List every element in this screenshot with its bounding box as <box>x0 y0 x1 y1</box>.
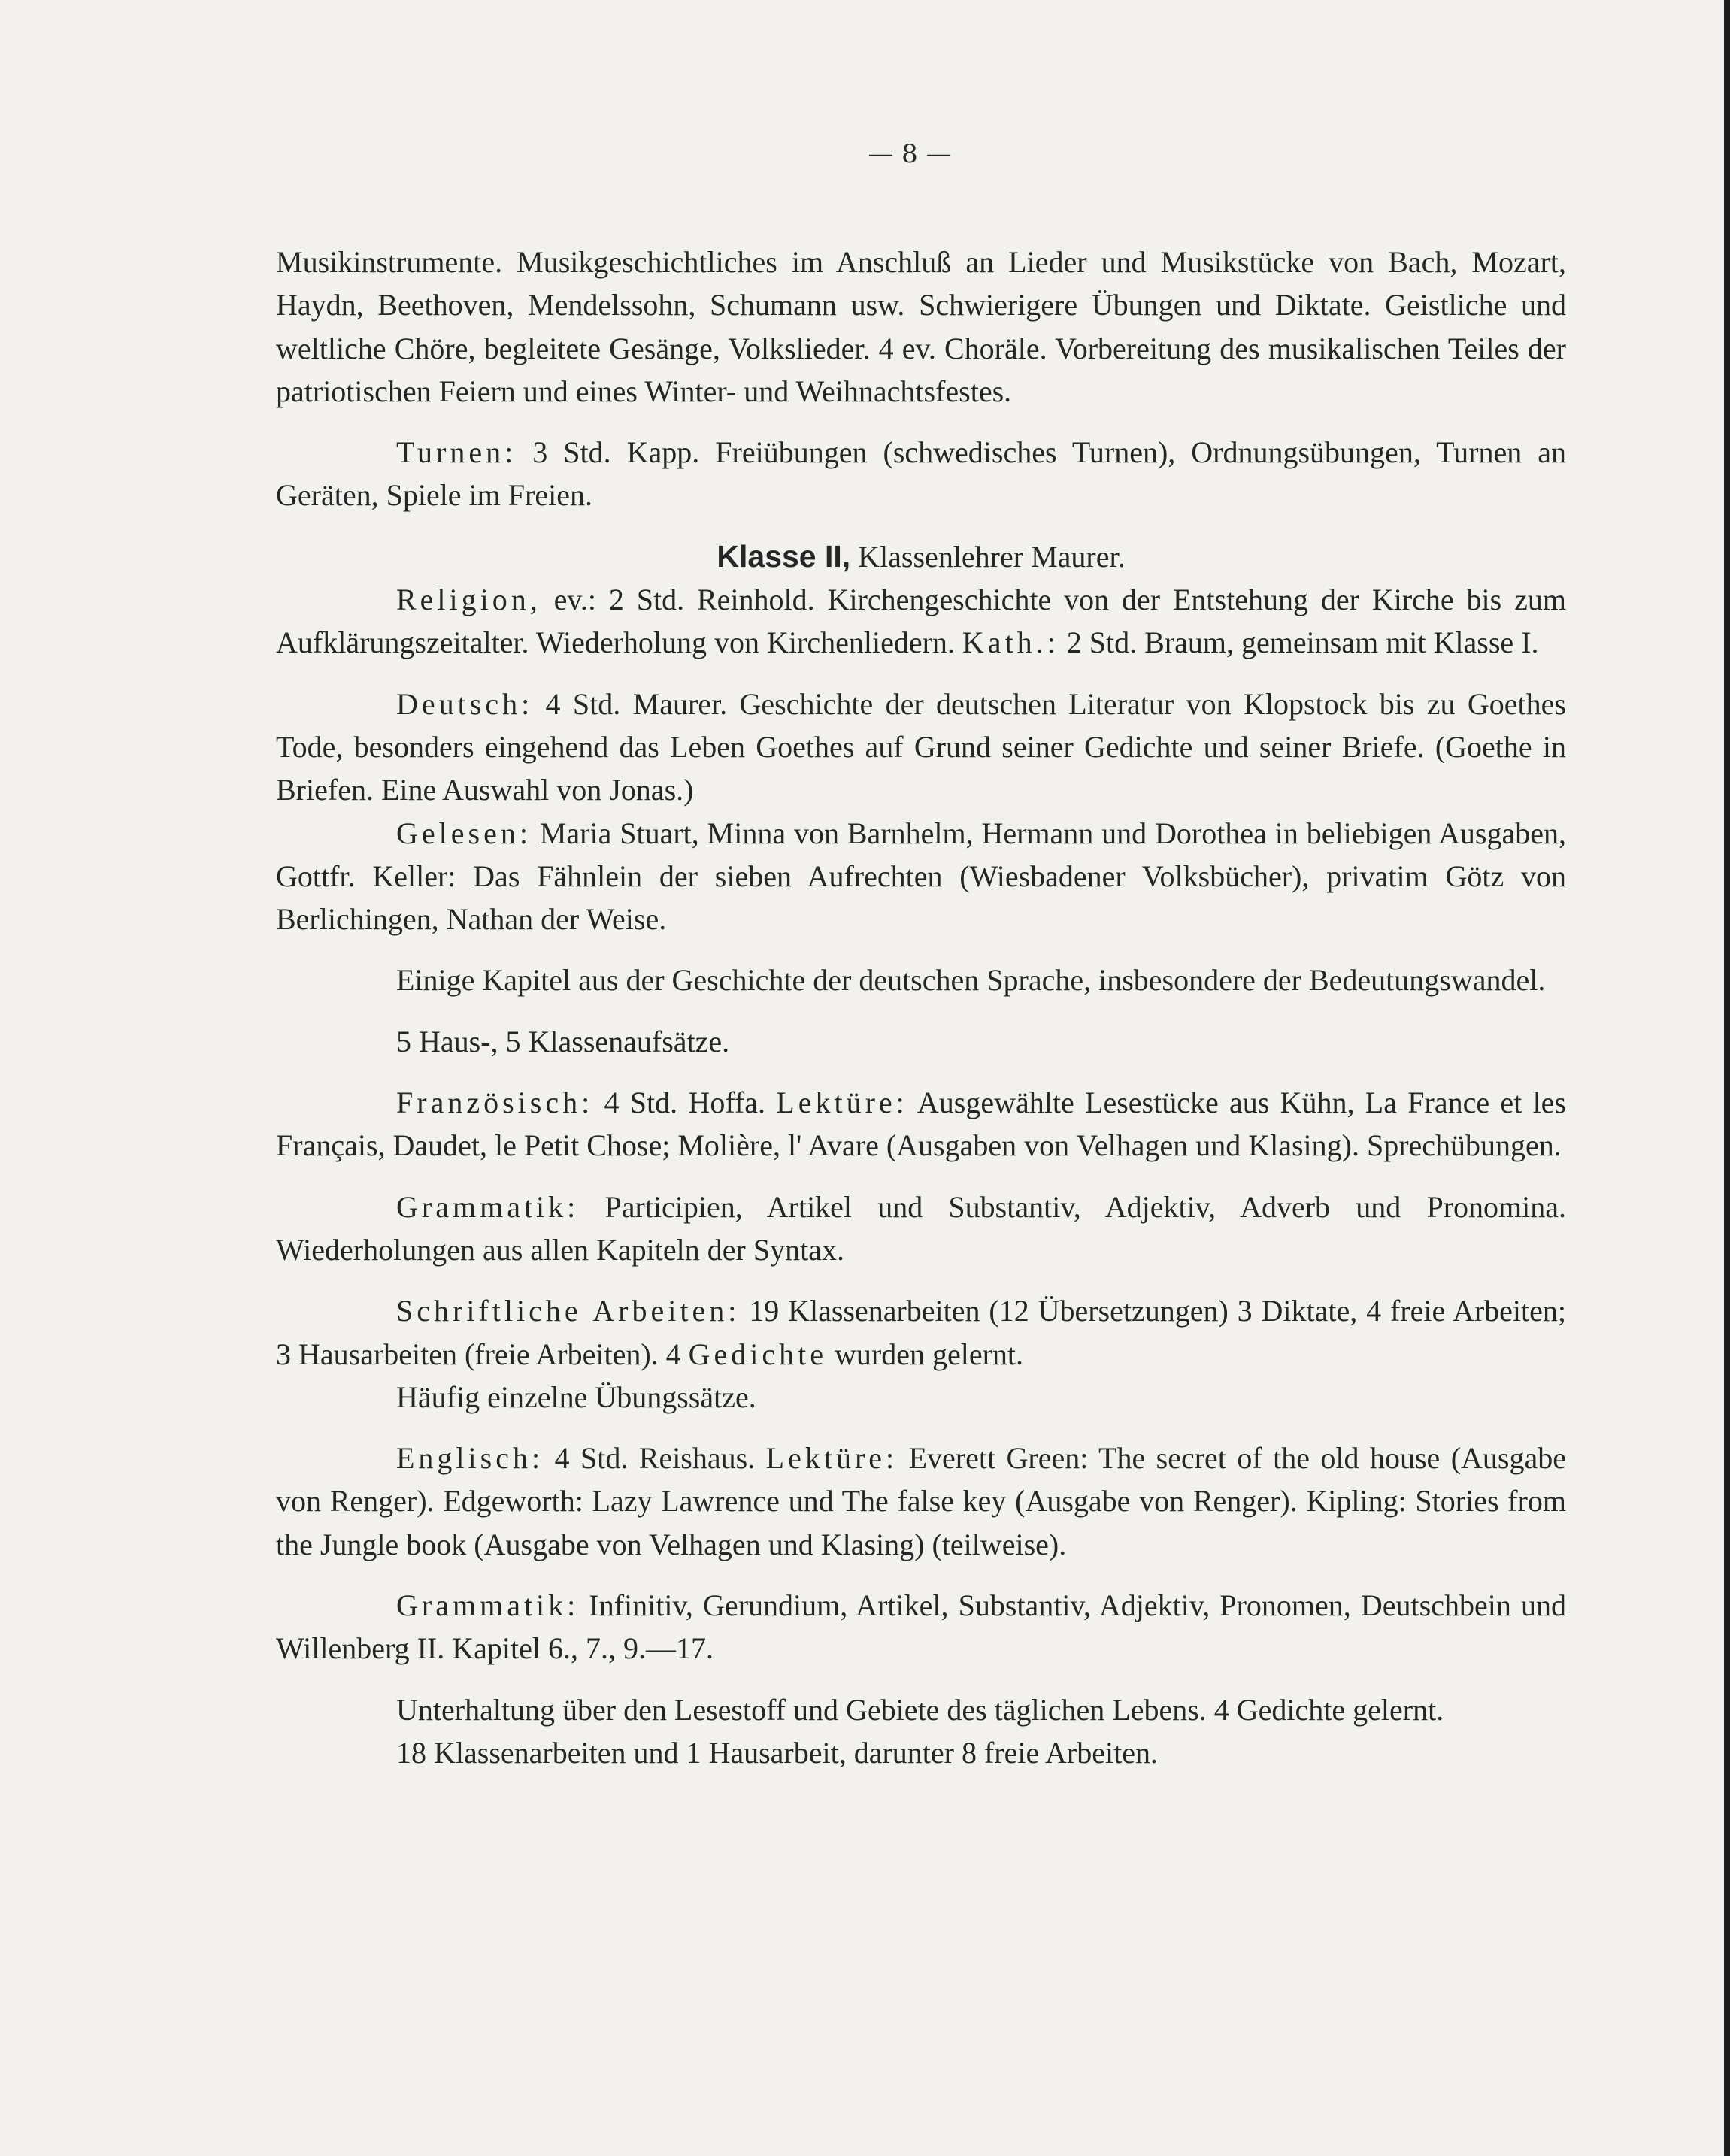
paragraph-lektuere-fr-text: Ausgewählte Lesestücke aus Kühn, La France et les Français, Daudet, le Petit Chose; Molière, l' Avare (Ausgaben von Velhagen und Klasing). Sprechübungen. <box>276 1086 1567 1163</box>
body-text <box>276 241 1566 1774</box>
subject-label-schriftliche-arbeiten: Schriftliche Arbeiten: <box>396 1294 741 1328</box>
paragraph-deutsch-text: 4 Std. Maurer. Geschichte der deutschen Literatur von Klopstock bis zu Goethes Tode, besonders eingehend das Leben Goethes auf Grund seiner Gedichte und seiner Briefe. (Goethe in Briefen. Eine Auswahl von Jonas.) <box>276 686 1566 807</box>
paragraph-franzoesisch-text: 4 Std. Hoffa. <box>593 1086 777 1120</box>
subject-label-religion: Religion, <box>396 583 541 617</box>
paragraph-grammatik-fr <box>276 1185 1566 1272</box>
subject-label-franzoesisch: Französisch: <box>396 1086 594 1120</box>
subject-label-englisch: Englisch: <box>396 1441 544 1476</box>
paragraph-unterhaltung: Unterhaltung über den Lesestoff und Gebiete des täglichen Lebens. 4 Gedichte gelernt. <box>396 1692 1444 1727</box>
paragraph-gelesen <box>276 812 1566 941</box>
paragraph-grammatik-en-text: Infinitiv, Gerundium, Artikel, Substantiv, Adjektiv, Pronomen, Deutschbein und Willenberg II. Kapitel 6., 7., 9.—17. <box>276 1588 1566 1666</box>
label-gedichte: Gedichte <box>688 1337 828 1371</box>
paragraph-aufsaetze: 5 Haus-, 5 Klassenaufsätze. <box>396 1024 730 1058</box>
paragraph-religion <box>276 578 1566 665</box>
paragraph-lektuere-en-text: Everett Green: The secret of the old house (Ausgabe von Renger). Edgeworth: Lazy Lawrence und The false key (Ausgabe von Renger). Kipling: Stories from the Jungle book (Ausgabe von Velhagen und Klasing) (teilweise). <box>276 1441 1567 1561</box>
paragraph-grammatik-fr-text: Participien, Artikel und Substantiv, Adjektiv, Adverb und Pronomina. Wiederholungen aus allen Kapiteln der Syntax. <box>276 1189 1566 1267</box>
class-heading <box>276 535 1566 578</box>
paragraph-englisch <box>276 1437 1566 1566</box>
paragraph-schriftliche-arbeiten-text: 19 Klassenarbeiten (12 Übersetzungen) 3 Diktate, 4 freie Arbeiten; 3 Hausarbeiten (freie Arbeiten). 4 <box>276 1294 1566 1371</box>
paragraph-schriftliche-arbeiten <box>276 1289 1566 1376</box>
paragraph-uebungssaetze: Häufig einzelne Übungssätze. <box>396 1379 756 1414</box>
paragraph-turnen-text: 3 Std. Kapp. Freiübungen (schwedisches Turnen), Ordnungsübungen, Turnen an Geräten, Spiele im Freien. <box>276 435 1566 513</box>
paragraph-music-continued: Musikinstrumente. Musikgeschichtliches im Anschluß an Lieder und Musikstücke von Bach, Mozart, Haydn, Beethoven, Mendelssohn, Schumann usw. Schwierigere Übungen und Diktate. Geistliche und weltliche Chöre, begleitete Gesänge, Volkslieder. 4 ev. Choräle. Vorbereitung des musikalischen Teiles der patriotischen Feiern und eines Winter- und Weihnachtsfestes. <box>276 245 1566 408</box>
subject-label-grammatik-fr: Grammatik: <box>396 1189 580 1224</box>
subject-label-kath: Kath.: <box>962 625 1059 660</box>
subject-label-lektuere-en: Lektüre: <box>765 1441 898 1476</box>
subject-label-deutsch: Deutsch: <box>396 686 534 721</box>
class-heading-title: Klasse II, <box>717 538 851 574</box>
page-number: — 8 — <box>868 139 952 169</box>
paragraph-franzoesisch <box>276 1081 1566 1167</box>
paragraph-gedichte-text: wurden gelernt. <box>827 1337 1024 1371</box>
paragraph-kath-text: 2 Std. Braum, gemeinsam mit Klasse I. <box>1059 625 1539 660</box>
class-heading-teacher: Klassenlehrer Maurer. <box>850 539 1126 574</box>
subject-label-turnen: Turnen: <box>396 435 517 470</box>
paragraph-klassenarbeiten-en: 18 Klassenarbeiten und 1 Hausarbeit, darunter 8 freie Arbeiten. <box>396 1735 1158 1770</box>
paragraph-gelesen-text: Maria Stuart, Minna von Barnhelm, Hermann und Dorothea in beliebigen Ausgaben, Gottfr. Keller: Das Fähnlein der sieben Aufrechten (Wiesbadener Volksbücher), privatim Götz von Berlichingen, Nathan der Weise. <box>276 816 1566 937</box>
paragraph-turnen <box>276 431 1566 517</box>
subject-label-gelesen: Gelesen: <box>396 816 532 850</box>
paragraph-sprachgeschichte: Einige Kapitel aus der Geschichte der deutschen Sprache, insbesondere der Bedeutungswandel. <box>396 963 1546 998</box>
paragraph-religion-text: ev.: 2 Std. Reinhold. Kirchengeschichte von der Entstehung der Kirche bis zum Aufklärungszeitalter. Wiederholung von Kirchenliedern. <box>276 583 1566 660</box>
paragraph-englisch-text: 4 Std. Reishaus. <box>544 1441 766 1476</box>
subject-label-grammatik-en: Grammatik: <box>396 1588 580 1623</box>
paragraph-deutsch <box>276 683 1566 812</box>
subject-label-lektuere-fr: Lektüre: <box>776 1086 908 1120</box>
paragraph-grammatik-en <box>276 1584 1566 1670</box>
